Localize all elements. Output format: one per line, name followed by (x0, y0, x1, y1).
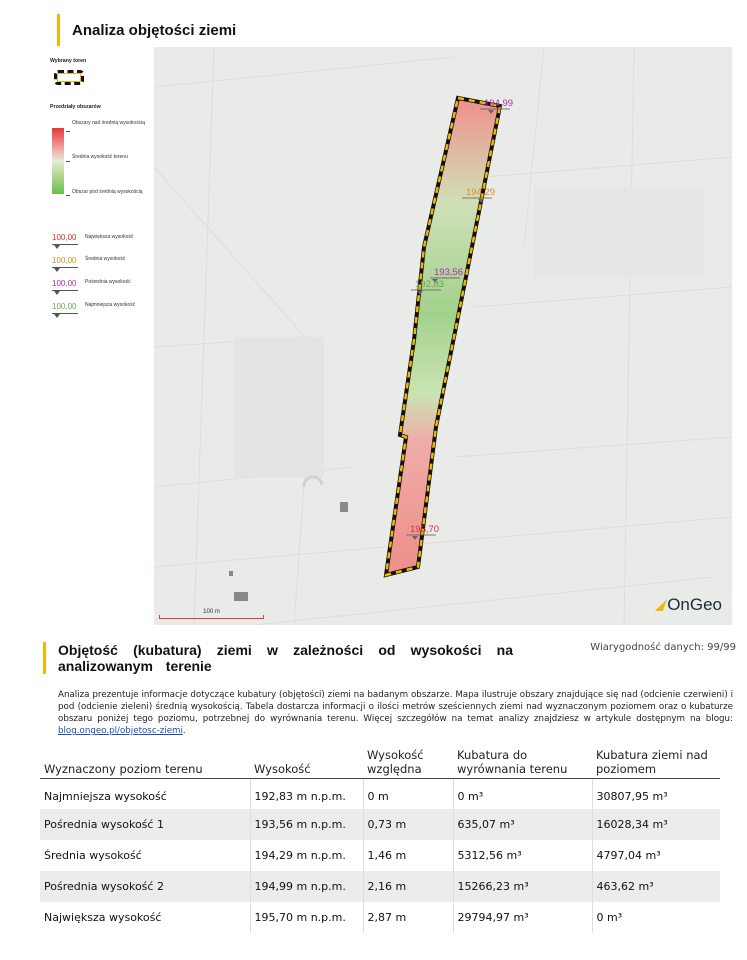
legend-above-label: Obszary nad średnią wysokością (72, 120, 146, 126)
table-row: Średnia wysokość 194,29 m n.p.m. 1,46 m 5312,56 m³ 4797,04 m³ (40, 840, 720, 871)
building (229, 571, 233, 576)
field-patch (234, 337, 324, 477)
col-volume-leveling: Kubatura do wyrównania terenu (453, 745, 592, 778)
legend-selected-track-label: Wybrany toren (50, 58, 87, 64)
legend-mean-label: Średnia wysokość terenu (72, 154, 128, 160)
data-reliability: Wiarygodność danych: 99/99 (590, 642, 736, 653)
legend-ranges-label: Przedziały obszarów (50, 104, 101, 110)
building (234, 592, 248, 601)
table-row: Pośrednia wysokość 1 193,56 m n.p.m. 0,73 m 635,07 m³ 16028,34 m³ (40, 809, 720, 840)
svg-text:195,70: 195,70 (410, 524, 440, 535)
table-row: Pośrednia wysokość 2 194,99 m n.p.m. 2,16 m 15266,23 m³ 463,62 m³ (40, 871, 720, 902)
map-scale-bar: 100 m (159, 609, 264, 619)
selected-track-swatch (54, 70, 84, 85)
col-relative-height: Wysokość względna (363, 745, 453, 778)
terrain-map-canvas (154, 47, 732, 625)
table-row: Największa wysokość 195,70 m n.p.m. 2,87 m 29794,97 m³ 0 m³ (40, 902, 720, 933)
blog-link[interactable]: blog.ongeo.pl/objetosc-ziemi (58, 726, 183, 736)
svg-text:192,83: 192,83 (415, 279, 445, 290)
ongeo-logo: OnGeo (657, 595, 722, 615)
section-title: Objętość (kubatura) ziemi w zależności od wysokości na analizowanym terenie (58, 642, 513, 674)
col-height: Wysokość (250, 745, 363, 778)
analysis-description: Analiza prezentuje informacje dotyczące kubatury (objętości) ziemi na badanym obszarze. Mapa ilustruje obszary znajdujące się nad (odcienie czerwieni) i pod (odcienie zieleni) średnią wysokością. Tabela dostarcza informacji o ilości metrów sześciennych ziemi nad wyznaczonym poziomem oraz o kubaturze obszaru poniżej tego poziomu, potrzebnej do wyrównania terenu. Więcej szczegółów na temat analizy znajdziesz w artykule dostępnym na blogu: blog.ongeo.pl/objetosc-ziemi. (58, 690, 733, 736)
volume-table (40, 745, 720, 933)
col-level: Wyznaczony poziom terenu (40, 745, 250, 778)
terrain-map[interactable] (154, 47, 732, 625)
table-header-row (40, 745, 720, 778)
elevation-gradient-swatch (52, 128, 64, 194)
legend-below-label: Obszar pod średnią wysokością (72, 189, 143, 195)
ongeo-logo-icon (655, 599, 667, 611)
col-volume-above: Kubatura ziemi nad poziomem (592, 745, 720, 778)
svg-text:194,99: 194,99 (484, 98, 514, 109)
table-row: Najmniejsza wysokość 192,83 m n.p.m. 0 m 0 m³ 30807,95 m³ (40, 778, 720, 809)
building (340, 502, 348, 512)
svg-text:194,29: 194,29 (466, 187, 496, 198)
field-patch (534, 187, 704, 277)
page-title: Analiza objętości ziemi (72, 21, 237, 39)
page-header (57, 14, 236, 46)
volume-section-header (43, 642, 513, 674)
svg-text:193,56: 193,56 (434, 267, 464, 278)
